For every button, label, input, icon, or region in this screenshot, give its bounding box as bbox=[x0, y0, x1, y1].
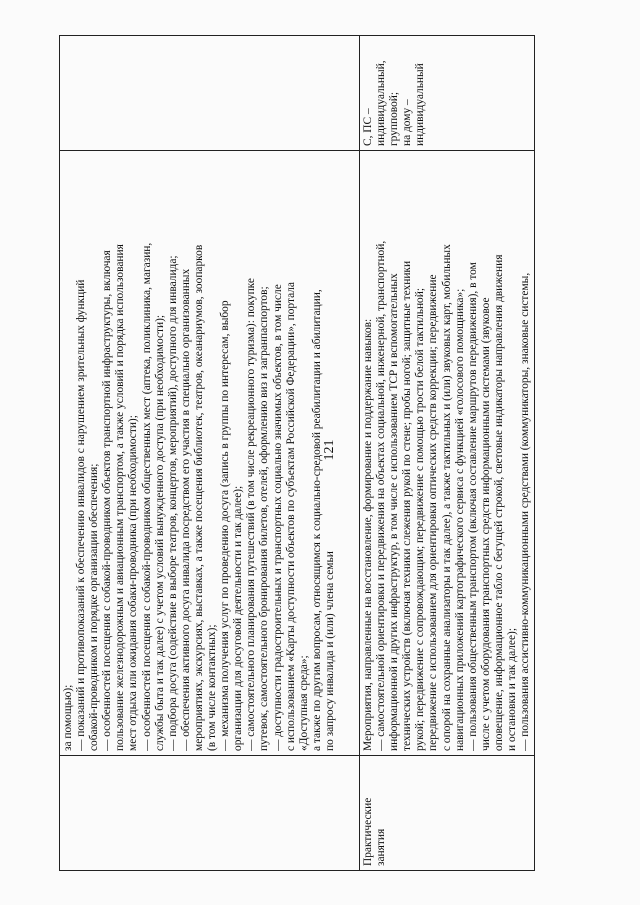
content-line: а также по другим вопросам, относящимся к социально-средовой реабилитации и абилитации, bbox=[310, 289, 323, 751]
content-line: мероприятиях, экскурсиях, выставках, а также посещения библиотек, театров, океанариумов, зоопарков bbox=[192, 244, 205, 751]
content-line: — самостоятельного планирования путешествий (в том числе рекреационного туризма): покупке bbox=[245, 278, 258, 751]
format-line: индивидуальный, bbox=[375, 60, 388, 146]
content-line: службы быта и так далее) с учетом условий вынужденного доступа (при необходимости); bbox=[153, 314, 166, 751]
content-line: навигационных приложений картографического сервиса с функцией «голосового помощника»; bbox=[453, 288, 466, 751]
content-line: и остановки и так далее); bbox=[506, 627, 519, 751]
content-line: числе с учетом оборудования транспортных средств информационными системами (звуковое bbox=[479, 297, 492, 751]
content-line: организации для досуговой деятельности и так далее); bbox=[232, 485, 245, 751]
content-line: по запросу инвалида и (или) члена семьи bbox=[323, 551, 336, 751]
rotated-table-container bbox=[59, 36, 532, 871]
row2-type-cell: Практические занятия bbox=[360, 756, 535, 871]
format-line: С, ПС – bbox=[362, 108, 374, 146]
content-line: — самостоятельной ориентировки и передвижения на объектах социальной, инженерной, транспортной, bbox=[375, 240, 388, 751]
content-line: пользование железнодорожным и авиационным транспортом, а также условий и порядка использования bbox=[114, 244, 127, 751]
program-table bbox=[59, 35, 535, 871]
row2-content-cell bbox=[360, 151, 535, 756]
row1-content-cell bbox=[60, 151, 360, 756]
content-line: — показаний и противопоказаний к обеспечению инвалидов с нарушением зрительных функций bbox=[75, 279, 88, 751]
content-line: «Доступная среда»; bbox=[297, 655, 310, 751]
content-line: — пользования ассистивно-коммуникационными средствами (коммуникаторы, знаковые системы, bbox=[519, 272, 532, 751]
format-line: индивидуальный bbox=[414, 63, 427, 146]
row2-format-cell bbox=[360, 36, 535, 151]
content-line: оповещение, информационное табло с бегущей строкой, световые индикаторы направления движения bbox=[492, 254, 505, 751]
row1-format-cell bbox=[60, 36, 360, 151]
content-line: — механизма получения услуг по проведению досуга (запись в группы по интересам, выбор bbox=[219, 300, 232, 751]
content-line: Мероприятия, направленные на восстановление, формирование и поддержание навыков: bbox=[362, 318, 374, 751]
content-line: с использованием «Карты доступности объектов по субъектам Российской Федерации», портала bbox=[284, 282, 297, 751]
content-line: — доступности градостроительных и транспортных социально значимых объектов, в том числе bbox=[271, 284, 284, 751]
content-line: (в том числе контактных); bbox=[206, 624, 219, 751]
table-row bbox=[360, 36, 535, 871]
row1-type-cell bbox=[60, 756, 360, 871]
page-number: 121 bbox=[322, 439, 337, 461]
content-line: собакой-проводником и порядке организации обеспечения; bbox=[88, 463, 101, 751]
content-line: информационной и других инфраструктур, в том числе с использованием ТСР и вспомогательных bbox=[388, 273, 401, 751]
content-line: за помощью); bbox=[62, 684, 74, 751]
content-line: мест отдыха или ожидания собаки-проводника (при необходимости); bbox=[127, 415, 140, 751]
format-line: групповой; bbox=[388, 91, 401, 146]
content-line: — особенностей посещения с собакой-проводником общественных мест (аптека, поликлиника, магазин, bbox=[140, 242, 153, 751]
content-line: — подбора досуга (содействие в выборе театров, концертов, мероприятий), доступного для инвалида; bbox=[166, 255, 179, 751]
content-line: рукой; передвижение с сопровождающим; передвижение с помощью трости белой тактильной; bbox=[414, 287, 427, 751]
table-row bbox=[60, 36, 360, 871]
content-line: технических устройств (включая техники слежения рукой по стене; пробы ногой; защитные техники bbox=[401, 260, 414, 751]
content-line: путевок, самостоятельного бронирования билетов, отелей, оформлению виз и загранпаспортов; bbox=[258, 286, 271, 751]
content-line: с опорой на сохранные анализаторы и так далее), а также тактильных и (или) звуковых карт, мобильных bbox=[440, 244, 453, 751]
content-line: передвижение с использованием для ориентировки оптических средств коррекции; передвижение bbox=[427, 274, 440, 751]
format-line: на дому – bbox=[401, 99, 414, 146]
content-line: — обеспечения активного досуга инвалида посредством его участия в специально организованных bbox=[179, 268, 192, 751]
content-line: — особенностей посещения с собакой-проводником объектов транспортной инфраструктуры, включая bbox=[101, 250, 114, 751]
content-line: — пользования общественным транспортом (включая составление маршрутов передвижения), в том bbox=[466, 262, 479, 751]
